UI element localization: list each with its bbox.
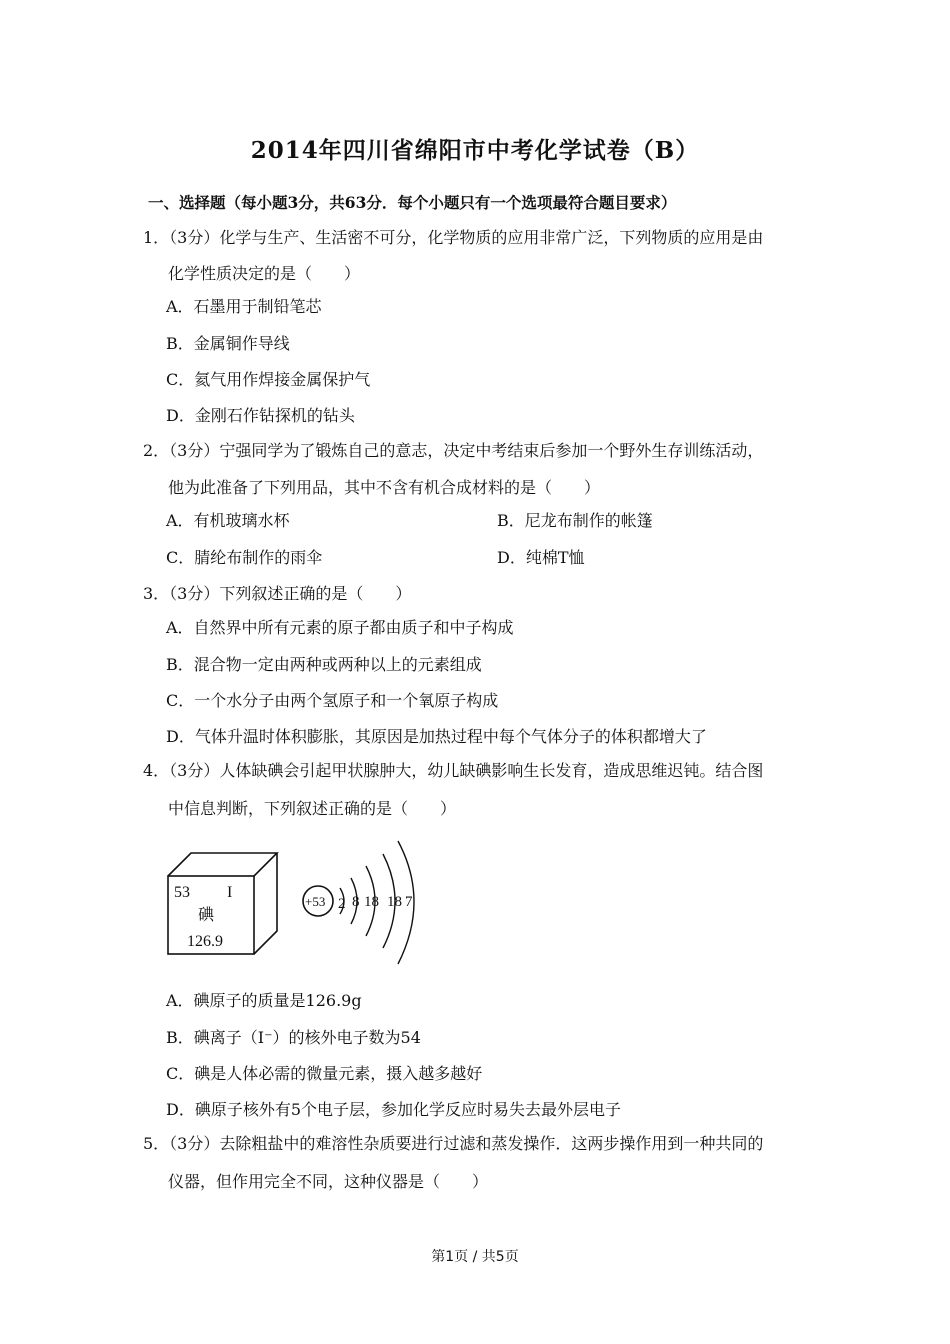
- question-1-option-b: B．金属铜作导线: [166, 334, 290, 353]
- shell-3-count: 18: [364, 894, 379, 910]
- question-2-option-b: B．尼龙布制作的帐篷: [497, 511, 653, 530]
- shell-1-count: 2: [338, 896, 346, 912]
- question-4-option-c: C．碘是人体必需的微量元素，摄入越多越好: [166, 1064, 483, 1083]
- question-2-stem: 2．（3分）宁强同学为了锻炼自己的意志，决定中考结束后参加一个野外生存训练活动，: [143, 441, 764, 460]
- question-4-option-b: B．碘离子（I⁻）的核外电子数为54: [166, 1028, 421, 1047]
- atomic-mass: 126.9: [187, 933, 223, 950]
- section-heading: 一、选择题（每小题3分，共63分．每个小题只有一个选项最符合题目要求）: [148, 193, 677, 212]
- question-2-option-c: C．腈纶布制作的雨伞: [166, 548, 323, 567]
- question-3-option-d: D．气体升温时体积膨胀，其原因是加热过程中每个气体分子的体积都增大了: [166, 727, 707, 746]
- question-3-option-a: A．自然界中所有元素的原子都由质子和中子构成: [166, 618, 514, 637]
- question-4-stem-cont: 中信息判断，下列叙述正确的是（ ）: [168, 799, 457, 818]
- element-symbol: I: [227, 884, 233, 901]
- question-4-option-d: D．碘原子核外有5个电子层，参加化学反应时易失去最外层电子: [166, 1100, 622, 1119]
- question-5-stem-cont: 仪器，但作用完全不同，这种仪器是（ ）: [168, 1172, 489, 1191]
- shell-2-count: 8: [352, 894, 360, 910]
- atomic-number: 53: [174, 884, 190, 901]
- question-1-option-c: C．氦气用作焊接金属保护气: [166, 370, 371, 389]
- question-3-option-b: B．混合物一定由两种或两种以上的元素组成: [166, 655, 482, 674]
- question-4-stem: 4．（3分）人体缺碘会引起甲状腺肿大，幼儿缺碘影响生长发育，造成思维迟钝。结合图: [143, 761, 764, 780]
- question-2-option-a: A．有机玻璃水杯: [166, 511, 290, 530]
- question-3-option-c: C．一个水分子由两个氢原子和一个氧原子构成: [166, 691, 499, 710]
- question-1-option-d: D．金刚石作钻探机的钻头: [166, 406, 355, 425]
- question-2-option-d: D．纯棉T恤: [497, 548, 585, 567]
- question-3-stem: 3．（3分）下列叙述正确的是（ ）: [143, 584, 412, 603]
- question-2-stem-cont: 他为此准备了下列用品，其中不含有机合成材料的是（ ）: [168, 478, 601, 497]
- question-4-option-a: A．碘原子的质量是126.9g: [166, 991, 362, 1010]
- document-title: 2014年四川省绵阳市中考化学试卷（B）: [250, 137, 700, 164]
- question-1-stem-cont: 化学性质决定的是（ ）: [168, 264, 361, 283]
- question-1-stem: 1．（3分）化学与生产、生活密不可分，化学物质的应用非常广泛，下列物质的应用是由: [143, 228, 764, 247]
- page-footer: 第1页 / 共5页: [431, 1249, 519, 1265]
- element-name: 碘: [198, 907, 215, 924]
- nucleus-charge: +53: [305, 894, 326, 909]
- shell-5-count: 7: [405, 894, 413, 910]
- shell-4-count: 18: [387, 894, 402, 910]
- iodine-figure: [160, 826, 420, 971]
- question-5-stem: 5．（3分）去除粗盐中的难溶性杂质要进行过滤和蒸发操作．这两步操作用到一种共同的: [143, 1134, 764, 1153]
- question-1-option-a: A．石墨用于制铅笔芯: [166, 297, 322, 316]
